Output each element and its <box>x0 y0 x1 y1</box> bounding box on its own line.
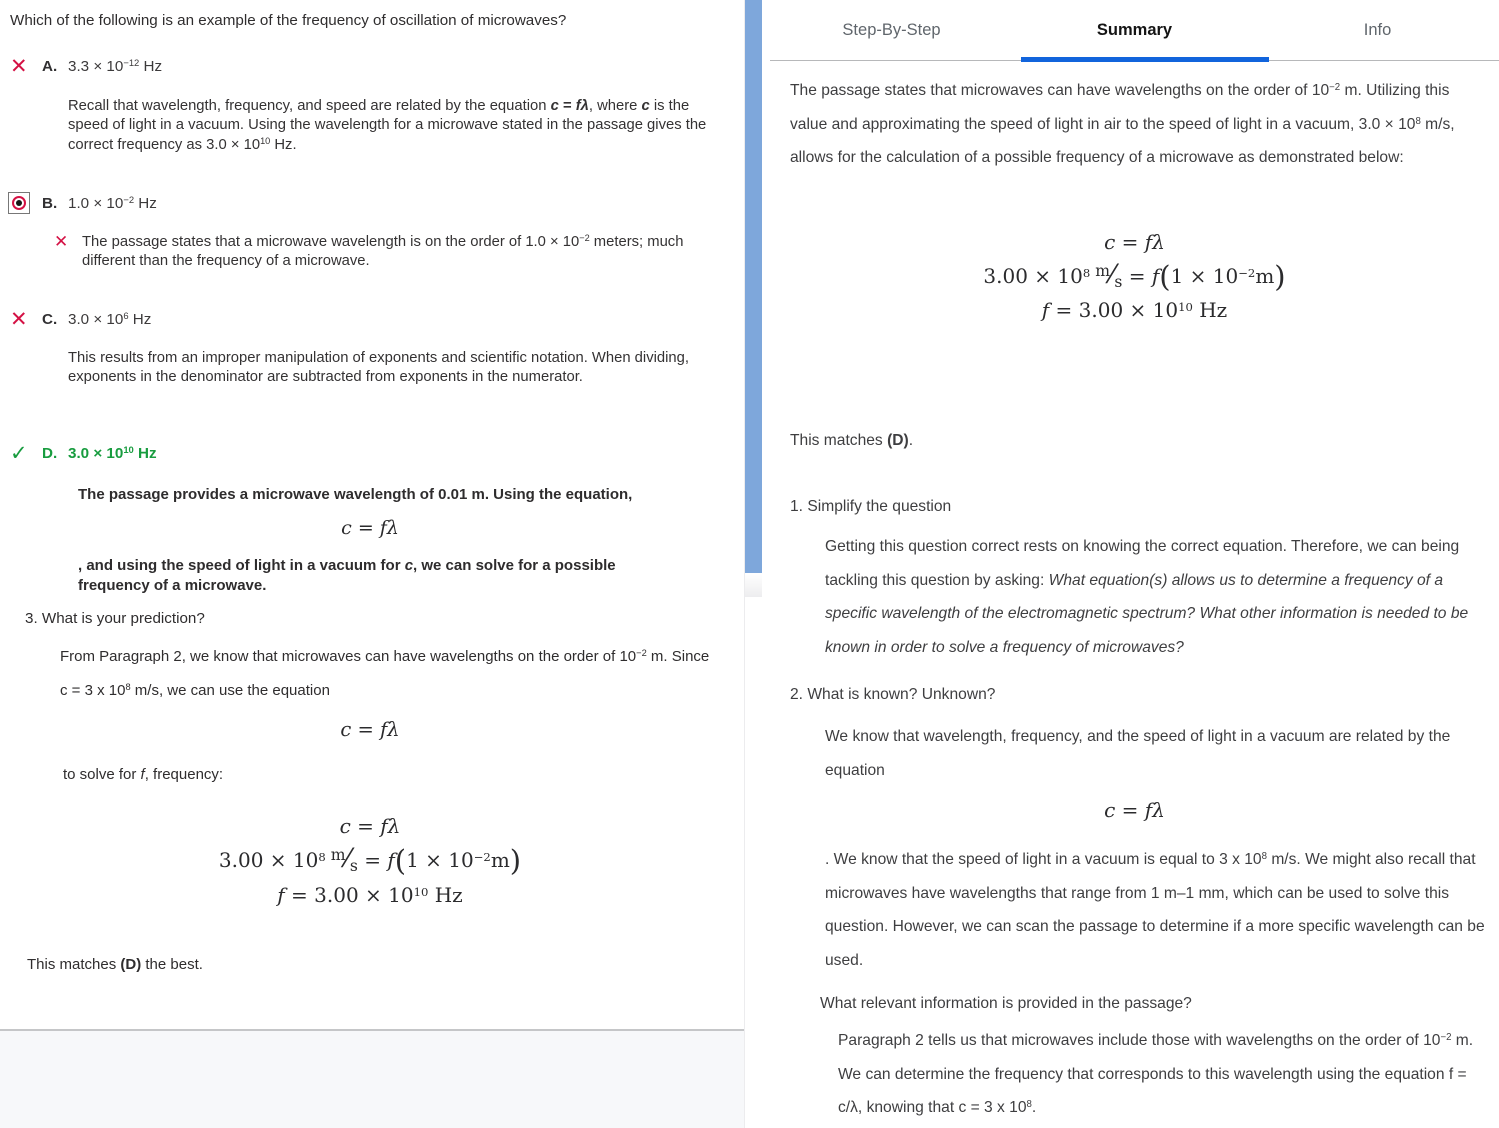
matches-line: This matches (D) the best. <box>27 956 203 973</box>
equation-c-fl <box>770 798 1499 832</box>
x-mark-icon: ✕ <box>10 55 28 78</box>
solve-line: to solve for f, frequency: <box>63 766 224 783</box>
equation-c-fl: c = fλ <box>340 718 400 741</box>
check-mark-icon: ✓ <box>10 442 28 465</box>
radio-ring <box>12 196 26 210</box>
option-b-letter: B. <box>42 195 58 212</box>
active-tab-indicator <box>1021 57 1269 62</box>
option-a-letter: A. <box>42 58 58 75</box>
option-d-letter: D. <box>42 445 58 462</box>
summary-equation-block <box>770 230 1499 332</box>
worked-equation-block <box>0 814 740 917</box>
step-1-body: Getting this question correct rests on knowing the correct equation. Therefore, we can being tackling this question by asking: What equation(s) allows us to determine a frequency of a specific wavelength of the electromagnetic spectrum? What other information is needed to be known in order to solve a frequency of microwaves? <box>825 538 1469 656</box>
option-c-value: $3.0 \times 10^6$ Hz <box>68 310 152 328</box>
footer-area <box>0 1031 762 1128</box>
option-d-value: $3.0 \times 10^{10}$ Hz <box>68 444 157 462</box>
equation-line-3: $f = 3.00 \times 10^{10}$ Hz <box>1041 298 1228 322</box>
matches-line: This matches (D). <box>790 432 914 449</box>
option-d-explanation-intro: The passage provides a microwave wavelength of 0.01 m. Using the equation, <box>78 486 633 503</box>
step-2-sub-answer: Paragraph 2 tells us that microwaves include those with wavelengths on the order of $10^{-2}$ m. We can determine the frequency that corresponds to this wavelength using the equation f = c/λ, knowing that c = 3 x $10^8$. <box>838 1032 1474 1117</box>
prediction-body: From Paragraph 2, we know that microwaves can have wavelengths on the order of $10^{-2}$ m. Since c = 3 x $10^8$ m/s, we can use the equation <box>60 648 710 699</box>
step-2-body-after: . We know that the speed of light in a vacuum is equal to 3 x $10^8$ m/s. We might also recall that microwaves have wavelengths that range from 1 m–1 mm, which can be used to solve this question. However, we can scan the passage to determine if a more specific wavelength can be used. <box>825 851 1485 969</box>
step-2-sub-question: What relevant information is provided in the passage? <box>820 995 1192 1012</box>
option-d-row <box>0 442 720 471</box>
equation-line-1: c = fλ <box>339 814 401 838</box>
option-a-row <box>0 55 720 84</box>
radio-selected-icon[interactable] <box>8 192 30 214</box>
question-text: Which of the following is an example of the frequency of oscillation of microwaves? <box>10 12 567 29</box>
option-d-explanation-cont: , and using the speed of light in a vacuum for c, we can solve for a possible frequency of a microwave. <box>78 557 616 594</box>
option-b-explanation: The passage states that a microwave wavelength is on the order of $1.0 \times 10^{-2}$ meters; much different than the frequency of a microwave. <box>82 233 684 270</box>
tab-info[interactable]: Info <box>1363 20 1392 39</box>
option-c-letter: C. <box>42 311 58 328</box>
tab-step-by-step[interactable]: Step-By-Step <box>842 20 941 39</box>
tab-bar <box>770 0 1499 61</box>
left-scrollbar-track[interactable] <box>744 0 762 1128</box>
x-mark-icon: ✕ <box>10 308 28 331</box>
option-b-value: $1.0 \times 10^{-2}$ Hz <box>68 194 157 212</box>
tab-summary[interactable]: Summary <box>1096 20 1173 39</box>
equation-c-fl: c = fλ <box>341 517 399 539</box>
prediction-title: 3. What is your prediction? <box>25 610 205 627</box>
option-a-explanation: Recall that wavelength, frequency, and speed are related by the equation c = fλ, where c is the speed of light in a vacuum. Using the wavelength for a microwave stated in the passage gives the correct frequency as $3.0 \times 10^{10}$ Hz. <box>68 98 707 153</box>
step-2-body-before: We know that wavelength, frequency, and the speed of light in a vacuum are related by the equation <box>825 728 1451 779</box>
option-c-row <box>0 308 720 337</box>
left-scrollbar-thumb[interactable] <box>745 0 762 573</box>
question-panel <box>0 0 737 1128</box>
equation-line-1: c = fλ <box>1104 230 1165 254</box>
equation-line-2: $3.00 \times 10^8$ $^m⁄_s = f(1 \times 10^{-2}m)$ <box>218 843 522 878</box>
option-a-value: $3.3 \times 10^{-12}$ Hz <box>68 57 163 75</box>
step-1-title: 1. Simplify the question <box>790 498 952 515</box>
scrollbar-thumb-fade <box>745 573 762 597</box>
x-mark-small-icon: ✕ <box>54 232 69 251</box>
equation-line-2: $3.00 \times 10^8$ $^m⁄_s = f(1 \times 10^{-2}m)$ <box>983 259 1286 294</box>
option-b-row <box>0 195 720 221</box>
equation-line: c = fλ <box>1104 798 1165 822</box>
summary-intro: The passage states that microwaves can have wavelengths on the order of $10^{-2}$ m. Utilizing this value and approximating the speed of light in air to the speed of light in a vacuum, $3.0 \times 10^8$ m/s, allows for the calculation of a possible frequency of a microwave as demonstrated below: <box>790 82 1455 167</box>
option-c-explanation: This results from an improper manipulation of exponents and scientific notation. When dividing, exponents in the denominator are subtracted from exponents in the numerator. <box>68 350 689 386</box>
step-2-title: 2. What is known? Unknown? <box>790 686 996 703</box>
explanation-panel <box>770 0 1499 1128</box>
equation-line-3: $f = 3.00 \times 10^{10}$ Hz <box>277 883 463 907</box>
radio-dot <box>16 200 22 206</box>
